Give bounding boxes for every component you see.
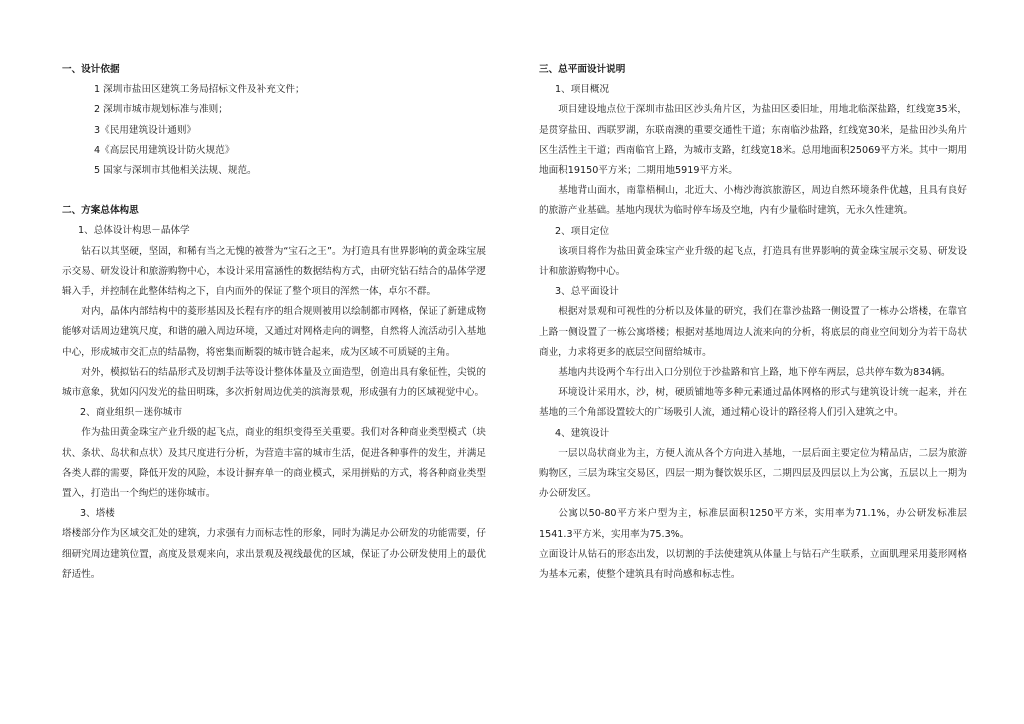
design-basis-item: 1 深圳市盐田区建筑工务局招标文件及补充文件； (94, 84, 305, 96)
paragraph: 作为盐田黄金珠宝产业升级的起飞点，商业的组织变得至关重要。我们对各种商业类型模式（块状、条状、岛状和点状）及其尺度进行分析，为营造丰富的城市生活，促进各种事件的发生，并满足各类人群的需要，降低开发的风险，本设计摒弃单一的商业模式，采用拼贴的方式，将各种商业类型置入，打造出一个绚烂的迷你城市。 (62, 427, 486, 500)
paragraph: 塔楼部分作为区域交汇处的建筑，力求强有力而标志性的形象，同时为满足办公研发的功能需要，仔细研究周边建筑位置，高度及景观来向，求出景观及视线最优的区域，保证了办公研发使用上的最优舒适性。 (62, 528, 486, 580)
section-site-plan-title: 三、总平面设计说明 (539, 64, 626, 75)
paragraph: 根据对景观和可视性的分析以及体量的研究，我们在靠沙盐路一侧设置了一栋办公塔楼，在靠官上路一侧设置了一栋公寓塔楼；根据对基地周边人流来向的分析，将底层的商业空间划分为若干岛状商业，力求将更多的底层空间留给城市。 (539, 306, 967, 358)
paragraph: 公寓以50-80平方米户型为主，标准层面积1250平方米，实用率为71.1%，办公研发标准层1541.3平方米，实用率为75.3%。 (539, 508, 967, 540)
design-basis-item: 3《民用建筑设计通则》 (94, 124, 197, 136)
right-column (539, 60, 967, 585)
paragraph: 该项目将作为盐田黄金珠宝产业升级的起飞点，打造具有世界影响的黄金珠宝展示交易、研发设计和旅游购物中心。 (539, 245, 967, 278)
paragraph: 一层以岛状商业为主，方便人流从各个方向进入基地，一层后面主要定位为精品店，二层为旅游购物区，三层为珠宝交易区，四层一期为餐饮娱乐区，二期四层及四层以上为公寓，五层以上一期为办公研发区。 (539, 447, 967, 500)
paragraph: 钻石以其坚硬，坚固，和稀有当之无愧的被誉为“宝石之王”。为打造具有世界影响的黄金珠宝展示交易、研发设计和旅游购物中心，本设计采用富涵性的数据结构方式，由研究钻石结合的晶体学逻辑入手，并控制在此整体结构之下，自内而外的保证了整个项目的浑然一体，卓尔不群。 (62, 245, 486, 298)
subsection-positioning: 2、项目定位 (555, 225, 610, 237)
design-basis-item: 2 深圳市城市规划标准与准则； (94, 104, 228, 116)
left-column (62, 60, 486, 585)
paragraph: 项目建设地点位于深圳市盐田区沙头角片区，为盐田区委旧址，用地北临深盐路，红线宽35米，是贯穿盐田、西联罗湖，东联南澳的重要交通性干道；东南临沙盐路，红线宽30米，是盐田沙头角片区生活性主干道；西南临官上路，为城市支路，红线宽18米。总用地面积25069平方米。其中一期用地面积19150平方米；二期用地5919平方米。 (539, 104, 967, 177)
paragraph: 对内，晶体内部结构中的菱形基因及长程有序的组合规则被用以绘制都市网格，保证了新建成物能够对话周边建筑尺度，和谐的融入周边环境，又通过对网格走向的调整，自然将人流活动引入基地中心，形成城市交汇点的结晶物，将密集而断裂的城市链合起来，成为区域不可质疑的主角。 (62, 306, 486, 358)
subsection-crystallography: 1、总体设计构思－晶体学 (78, 225, 190, 237)
paragraph: 基地背山面水，南靠梧桐山，北近大、小梅沙海滨旅游区，周边自然环境条件优越，且具有良好的旅游产业基础。基地内现状为临时停车场及空地，内有少量临时建筑，无永久性建筑。 (539, 185, 967, 217)
paragraph: 环境设计采用水，沙，树，硬质铺地等多种元素通过晶体网格的形式与建筑设计统一起来，并在基地的三个角部设置较大的广场吸引人流，通过精心设计的路径将人们引入建筑之中。 (539, 387, 967, 419)
subsection-master-plan: 3、总平面设计 (555, 286, 619, 298)
section-design-basis-title: 一、设计依据 (62, 64, 120, 75)
paragraph: 对外，模拟钻石的结晶形式及切割手法等设计整体体量及立面造型，创造出具有象征性，尖锐的城市意象，犹如闪闪发光的盐田明珠，多次折射周边优美的滨海景观，形成强有力的区域视觉中心。 (62, 366, 486, 399)
paragraph: 立面设计从钻石的形态出发，以切割的手法使建筑从体量上与钻石产生联系，立面肌理采用菱形网格为基本元素，使整个建筑具有时尚感和标志性。 (539, 548, 967, 581)
subsection-project-overview: 1、项目概况 (555, 84, 610, 96)
design-basis-item: 5 国家与深圳市其他相关法规、规范。 (94, 165, 257, 177)
subsection-tower: 3、塔楼 (80, 508, 115, 520)
design-basis-item: 4《高层民用建筑设计防火规范》 (94, 144, 235, 156)
paragraph: 基地内共设两个车行出入口分别位于沙盐路和官上路，地下停车两层，总共停车数为834辆。 (558, 367, 951, 379)
subsection-architecture: 4、建筑设计 (555, 427, 610, 439)
section-concept-title: 二、方案总体构思 (62, 205, 139, 217)
subsection-commerce: 2、商业组织－迷你城市 (80, 407, 183, 419)
